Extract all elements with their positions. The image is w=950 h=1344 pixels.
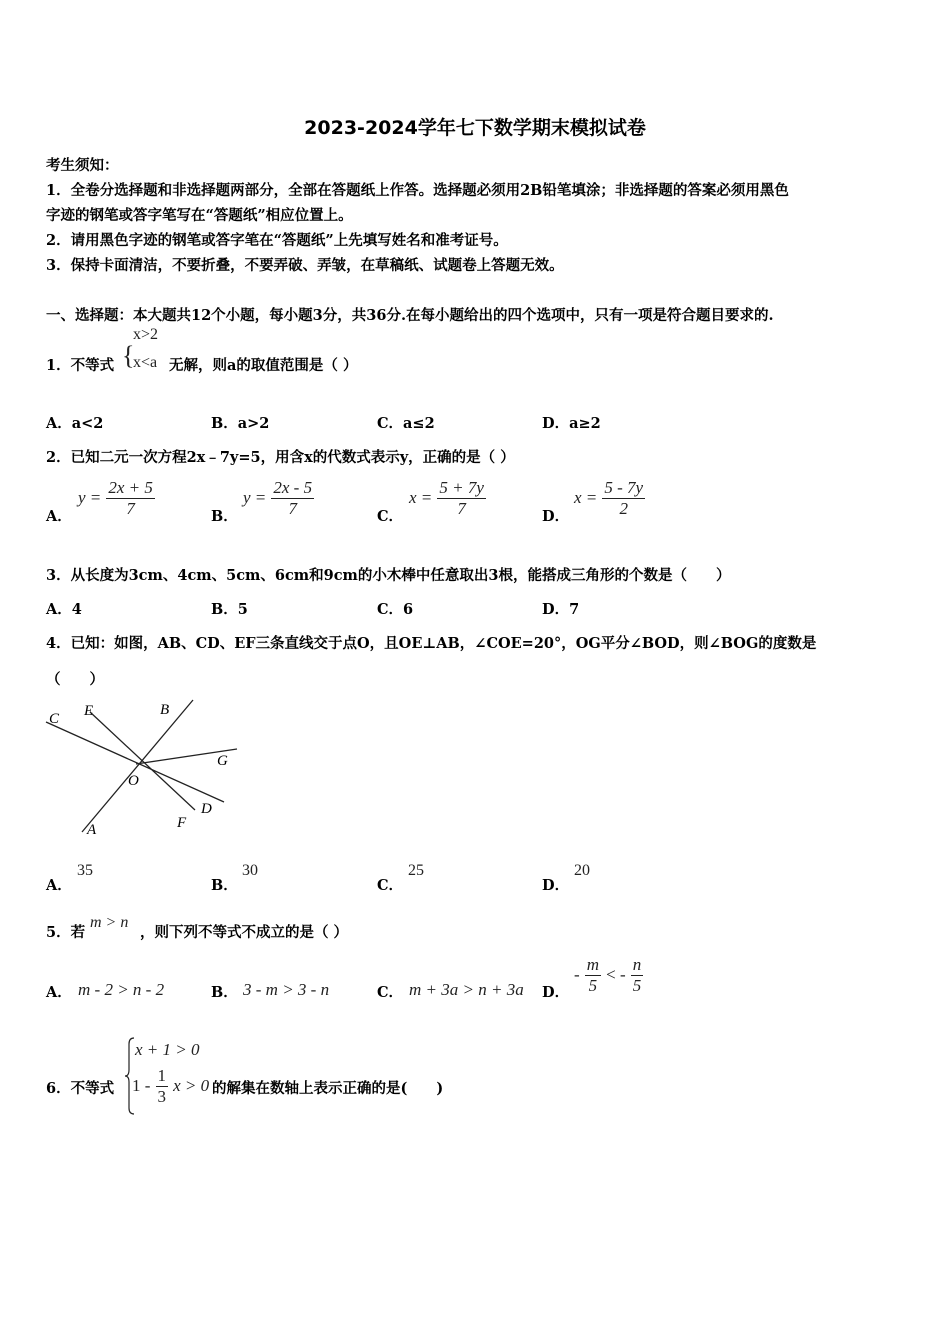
q5-d-neg: - bbox=[574, 965, 580, 984]
q1-stem-pre: 1．不等式 bbox=[46, 357, 115, 374]
q5-d-num-2: n bbox=[632, 955, 642, 974]
label-b: B bbox=[160, 702, 170, 718]
q1-option-a: A．a<2 bbox=[46, 415, 104, 432]
q1-option-c: C．a≤2 bbox=[377, 415, 435, 432]
q5-stem-post: ，则下列不等式不成立的是（ ） bbox=[140, 924, 349, 941]
q3-stem: 3．从长度为3cm、4cm、5cm、6cm和9cm的小木棒中任意取出3根，能搭成三角形的个数是（ ） bbox=[46, 567, 731, 584]
label-a: A bbox=[87, 822, 97, 838]
notice-line-1b: 字迹的钢笔或答字笔写在“答题纸”相应位置上。 bbox=[46, 207, 353, 224]
q2-a-fraction bbox=[106, 478, 155, 519]
q3-option-d: D．7 bbox=[542, 601, 580, 618]
q1-stem-post: 无解，则a的取值范围是（ ） bbox=[169, 357, 358, 374]
q6-line2-post: x > 0 bbox=[173, 1076, 210, 1095]
q2-option-c bbox=[409, 478, 486, 519]
notice-line-3: 3．保持卡面清洁，不要折叠，不要弄破、弄皱，在草稿纸、试题卷上答题无效。 bbox=[46, 257, 564, 274]
q6-stem-post: 的解集在数轴上表示正确的是( ) bbox=[212, 1080, 444, 1097]
q6-line2-numerator: 1 bbox=[157, 1066, 167, 1085]
q4-option-a-value: 35 bbox=[77, 862, 93, 879]
q2-option-d bbox=[574, 478, 645, 519]
line-cd bbox=[46, 722, 224, 802]
q2-a-numerator: 2x + 5 bbox=[108, 478, 153, 497]
q2-option-a bbox=[78, 478, 155, 519]
q1-brace: { bbox=[122, 341, 135, 370]
notice-line-2: 2．请用黑色字迹的钢笔或答字笔在“答题纸”上先填写姓名和准考证号。 bbox=[46, 232, 508, 249]
label-c: C bbox=[49, 711, 60, 727]
q4-option-d-label: D． bbox=[542, 877, 570, 894]
q2-d-fraction bbox=[602, 478, 645, 519]
notice-line-1a: 1．全卷分选择题和非选择题两部分，全部在答题纸上作答。选择题必须用2B铅笔填涂；非选择题的答案必须用黑色 bbox=[46, 182, 789, 199]
label-f: F bbox=[177, 815, 187, 831]
label-o: O bbox=[128, 773, 139, 789]
q5-option-b-label: B． bbox=[211, 984, 238, 1001]
q2-a-denominator: 7 bbox=[126, 499, 135, 518]
q2-d-denominator: 2 bbox=[619, 499, 628, 518]
q4-option-b-label: B． bbox=[211, 877, 238, 894]
section-1-heading: 一、选择题：本大题共12个小题，每小题3分，共36分.在每小题给出的四个选项中，只有一项是符合题目要求的. bbox=[46, 307, 774, 324]
q4-answer-paren: （ ） bbox=[46, 671, 104, 688]
q5-stem-pre: 5．若 bbox=[46, 924, 86, 941]
notice-heading: 考生须知： bbox=[46, 157, 119, 174]
q4-option-c-label: C． bbox=[377, 877, 404, 894]
q6-system-line2 bbox=[132, 1066, 209, 1107]
q3-option-c: C．6 bbox=[377, 601, 414, 618]
q5-option-a-label: A． bbox=[46, 984, 72, 1001]
q6-system-line1: x + 1 > 0 bbox=[135, 1040, 200, 1059]
q2-option-d-label: D． bbox=[542, 508, 570, 525]
q5-d-mid: < - bbox=[606, 965, 626, 984]
q5-condition: m > n bbox=[90, 914, 129, 931]
q5-d-num-1: m bbox=[586, 955, 600, 974]
q6-line2-pre: 1 - bbox=[132, 1076, 151, 1095]
q3-option-a: A．4 bbox=[46, 601, 82, 618]
q5-option-c: m + 3a > n + 3a bbox=[409, 980, 524, 999]
q4-option-d-value: 20 bbox=[574, 862, 590, 879]
q4-option-a-label: A． bbox=[46, 877, 72, 894]
q2-c-numerator: 5 + 7y bbox=[439, 478, 484, 497]
q2-c-denominator: 7 bbox=[457, 499, 466, 518]
q2-stem: 2．已知二元一次方程2x﹣7y=5，用含x的代数式表示y，正确的是（ ） bbox=[46, 449, 515, 466]
q6-line2-fraction bbox=[156, 1066, 169, 1107]
q2-option-b-label: B． bbox=[211, 508, 238, 525]
q4-figure bbox=[40, 690, 250, 850]
q5-d-den-1: 5 bbox=[588, 976, 598, 995]
q4-option-c-value: 25 bbox=[408, 862, 424, 879]
q5-option-a: m - 2 > n - 2 bbox=[78, 980, 165, 999]
q5-d-frac-1 bbox=[585, 955, 601, 996]
q2-d-lhs: x = bbox=[574, 488, 598, 507]
page-title: 2023-2024学年七下数学期末模拟试卷 bbox=[304, 117, 646, 139]
q5-option-d bbox=[574, 955, 643, 996]
q5-d-den-2: 5 bbox=[632, 976, 642, 995]
label-g: G bbox=[217, 753, 228, 769]
q2-option-a-label: A． bbox=[46, 508, 72, 525]
q5-option-c-label: C． bbox=[377, 984, 404, 1001]
q3-option-b: B．5 bbox=[211, 601, 248, 618]
q5-option-d-label: D． bbox=[542, 984, 570, 1001]
q2-b-denominator: 7 bbox=[288, 499, 297, 518]
q1-option-d: D．a≥2 bbox=[542, 415, 601, 432]
q1-system-line2: x<a bbox=[133, 354, 158, 371]
q2-b-numerator: 2x - 5 bbox=[273, 478, 313, 497]
q2-a-lhs: y = bbox=[78, 488, 102, 507]
q2-c-fraction bbox=[437, 478, 486, 519]
q4-stem: 4．已知：如图，AB、CD、EF三条直线交于点O，且OE⊥AB，∠COE=20°，OG平分∠BOD，则∠BOG的度数是 bbox=[46, 635, 817, 652]
q1-system-line1: x>2 bbox=[133, 326, 159, 343]
q2-d-numerator: 5 - 7y bbox=[604, 478, 644, 497]
q5-d-frac-2 bbox=[631, 955, 644, 996]
q2-option-b bbox=[243, 478, 314, 519]
q2-b-fraction bbox=[271, 478, 314, 519]
label-e: E bbox=[84, 703, 94, 719]
q6-line2-denominator: 3 bbox=[157, 1087, 167, 1106]
q2-c-lhs: x = bbox=[409, 488, 433, 507]
q5-option-b: 3 - m > 3 - n bbox=[243, 980, 330, 999]
q2-b-lhs: y = bbox=[243, 488, 267, 507]
q2-option-c-label: C． bbox=[377, 508, 404, 525]
q4-option-b-value: 30 bbox=[242, 862, 258, 879]
q1-option-b: B．a>2 bbox=[211, 415, 270, 432]
label-d: D bbox=[201, 801, 212, 817]
q6-stem-pre: 6．不等式 bbox=[46, 1080, 115, 1097]
